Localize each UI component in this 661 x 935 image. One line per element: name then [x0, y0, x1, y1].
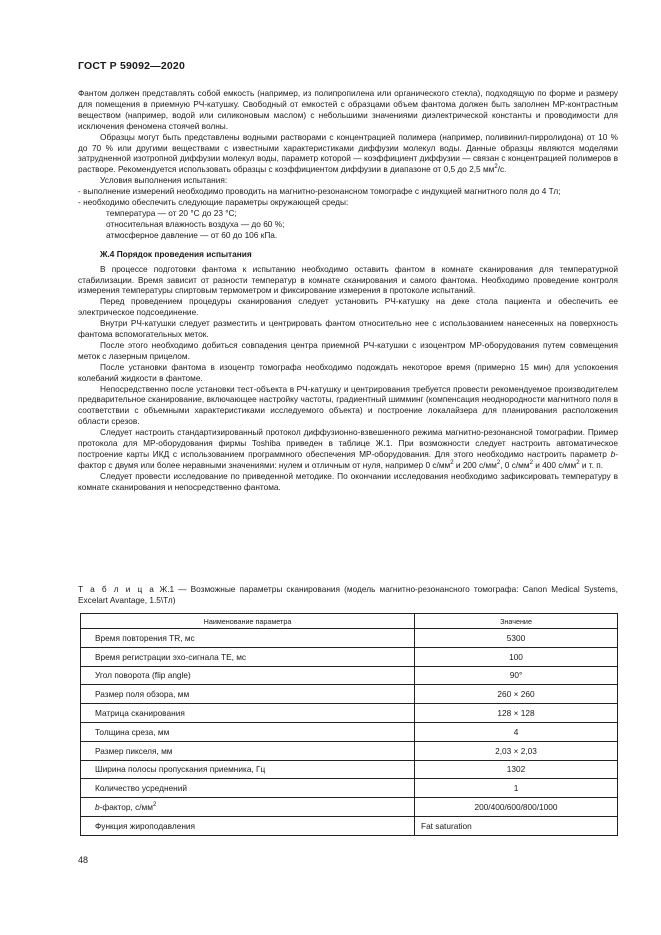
param-name: Ширина полосы пропускания приемника, Гц [81, 760, 415, 779]
table-row [81, 647, 618, 666]
page-number: 48 [78, 855, 89, 865]
param-name: b-фактор, $с/мм^2$ [81, 798, 415, 817]
param-name: Время повторения TR, мс [81, 629, 415, 648]
paragraph: Непосредственно после установки тест-объекта в РЧ-катушку и центрирования требуется провести рекомендуемое производителем предварительное сканирование, включающее настройку частоты, градиентный шимминг (компенсация неоднородности магнитного поля в соответствии с объемными характеристиками исследуемого объекта) и построение локалайзера для планирования расположения области срезов. [78, 383, 618, 427]
paragraph: Следует настроить стандартизированный протокол диффузионно-взвешенного режима магнитно-резонансной томографии. Пример протокола для МР-оборудования фирмы Toshiba приведен в таблице Ж.1. При возможности следует настроить автоматическое построение карты ИКД с использованием программного обеспечения МР-оборудования. Для этого необходимо настроить параметр b-фактор с двумя или более неравными значениями: нулем и отличным от нуля, например 0 $с/мм^2$ и 200 $с/мм^2$, 0 $с/мм^2$ и 400 $с/мм^2$ и т. п. [78, 427, 618, 470]
param-value: 200/400/600/800/1000 [415, 798, 618, 817]
table-row [81, 816, 618, 835]
table-row [81, 685, 618, 704]
table-caption: Т а б л и ц а Ж.1 — Возможные параметры сканирования (модель магнитно-резонансного томографа: Canon Medical Systems, Excelart Avantage, 1.5\Тл) [78, 584, 618, 605]
param-name: Размер поля обзора, мм [81, 685, 415, 704]
param-value: Fat saturation [415, 816, 618, 835]
paragraph: Фантом должен представлять собой емкость (например, из полипропилена или органического стекла), подходящую по форме и размеру для помещения в приемную РЧ-катушку. Свободный от емкостей с образцами объем фантома должен быть заполнен МР-контрастным веществом (например, водой или силиконовым маслом) с небольшими значениями диэлектрической константы и проводимости для исключения феномена стоячей волны. [78, 88, 618, 131]
param-value: 128 × 128 [415, 704, 618, 723]
table-row [81, 704, 618, 723]
param-name: Размер пикселя, мм [81, 741, 415, 760]
column-header-value: Значение [415, 614, 618, 629]
param-value: 1302 [415, 760, 618, 779]
param-value: 4 [415, 722, 618, 741]
table-row [81, 629, 618, 648]
paragraph: Внутри РЧ-катушки следует разместить и центрировать фантом относительно нее с использованием нанесенных на поверхность фантома вспомогательных меток. [78, 318, 618, 340]
paragraph: В процессе подготовки фантома к испытанию необходимо оставить фантом в комнате сканирования для температурной стабилизации. Время зависит от разности температур в комнате сканирования и самого фантома. Необходимо проведение контроля измерения температуры спиртовым термометром и фиксирование измерения в протоколе испытаний. [78, 263, 618, 296]
paragraph: Образцы могут быть представлены водными растворами с концентрацией полимера (например, поливинил-пирролидона) от 10 % до 70 % или другими веществами с известными характеристиками диффузии молекул воды. Данные образцы являются моделями затрудненной изотропной диффузии молекул воды, параметр которой — коэффициент диффузии — связан с концентрацией полимеров в растворе. Рекомендуется использовать образцы с коэффициентом диффузии в диапазоне от 0,5 до 2,5 $мм^2/с$. [78, 131, 618, 175]
param-name: Матрица сканирования [81, 704, 415, 723]
column-header-name: Наименование параметра [81, 614, 415, 629]
table-row [81, 741, 618, 760]
param-value: 260 × 260 [415, 685, 618, 704]
paragraph: Условия выполнения испытания: [100, 175, 228, 186]
param-value: 100 [415, 647, 618, 666]
paragraph: После установки фантома в изоцентр томографа необходимо подождать некоторое время (примерно 15 мин) для успокоения колебаний жидкости в фантоме. [78, 361, 618, 383]
section-title: Ж.4 Порядок проведения испытания [100, 248, 252, 259]
param-value: 90° [415, 666, 618, 685]
param-value: 2,03 × 2,03 [415, 741, 618, 760]
param-name: Функция жироподавления [81, 816, 415, 835]
table-row [81, 722, 618, 741]
document-header: ГОСТ Р 59092—2020 [78, 60, 186, 72]
condition-item: атмосферное давление — от 60 до 106 кПа. [106, 229, 278, 240]
parameters-table [80, 613, 618, 836]
param-name: Угол поворота (flip angle) [81, 666, 415, 685]
table-row [81, 779, 618, 798]
paragraph: Перед проведением процедуры сканирования следует установить РЧ-катушку на деке стола пациента и обеспечить ее электрическое подсоединение. [78, 296, 618, 318]
condition-item: температура — от 20 °С до 23 °С; [106, 207, 237, 218]
param-name: Количество усреднений [81, 779, 415, 798]
list-item: - выполнение измерений необходимо проводить на магнитно-резонансном томографе с индукцией магнитного поля до 4 Тл; [78, 186, 561, 197]
list-item: - необходимо обеспечить следующие параметры окружающей среды: [78, 197, 349, 208]
document-body [78, 88, 618, 493]
table-row [81, 666, 618, 685]
param-value: 1 [415, 779, 618, 798]
param-value: 5300 [415, 629, 618, 648]
paragraph: Следует провести исследование по приведенной методике. По окончании исследования необходимо зафиксировать температуру в комнате сканирования и непосредственно фантома. [78, 470, 618, 492]
param-name: Толщина среза, мм [81, 722, 415, 741]
table-row [81, 798, 618, 817]
param-name: Время регистрации эхо-сигнала ТЕ, мс [81, 647, 415, 666]
table-row [81, 760, 618, 779]
condition-item: относительная влажность воздуха — до 60 %; [106, 218, 285, 229]
paragraph: После этого необходимо добиться совпадения центра приемной РЧ-катушки с изоцентром МР-оборудования путем совмещения меток с лазерным прицелом. [78, 339, 618, 361]
table-header-row [81, 614, 618, 629]
